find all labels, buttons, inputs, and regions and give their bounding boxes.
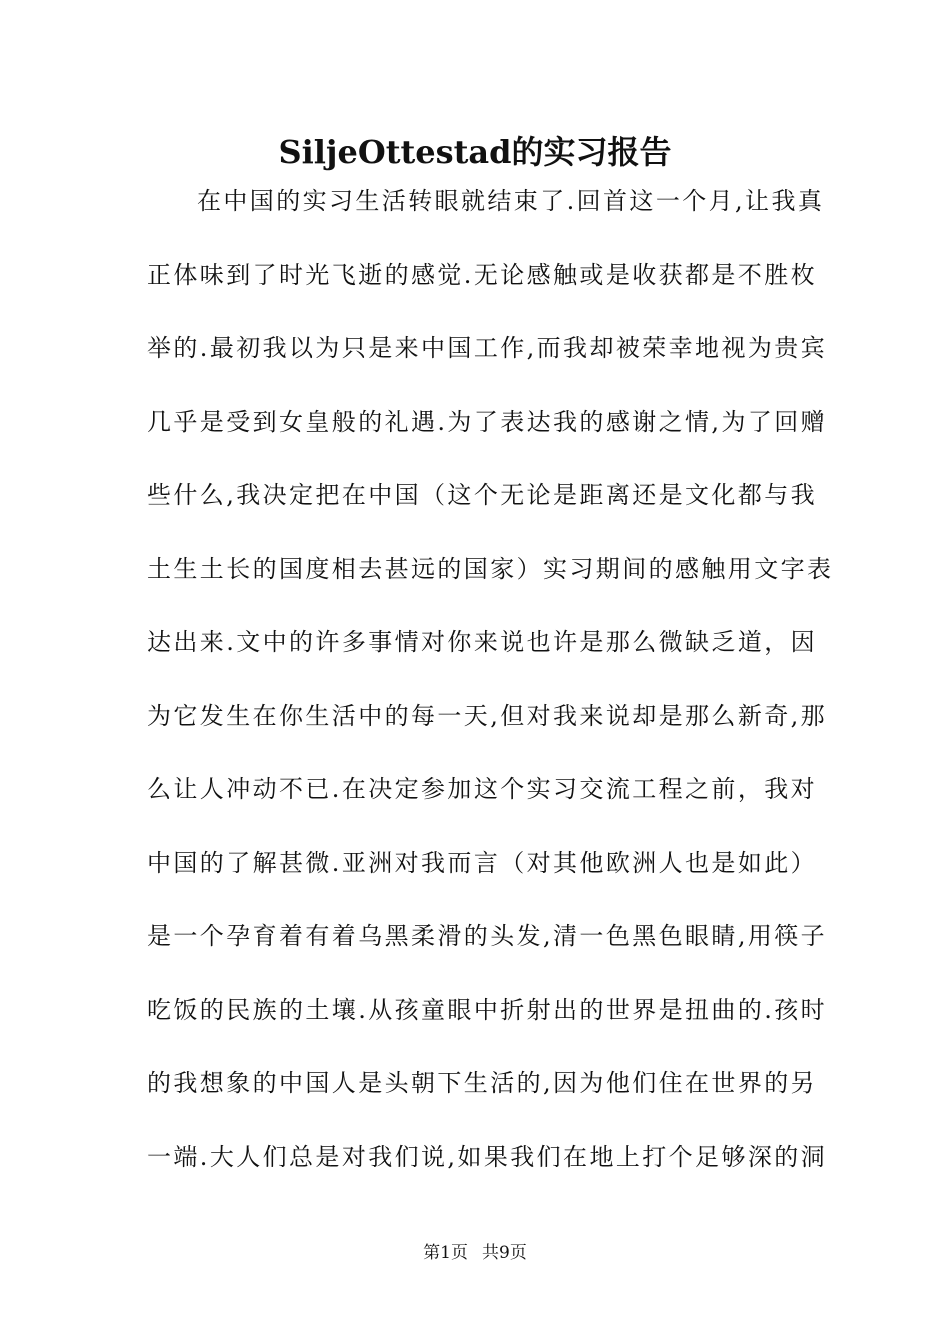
body-line: 一端.大人们总是对我们说,如果我们在地上打个足够深的洞: [147, 1142, 828, 1171]
page-number: 第1页: [423, 1243, 468, 1263]
body-line: 中国的了解甚微.亚洲对我而言（对其他欧洲人也是如此）: [147, 848, 818, 877]
body-line: 的我想象的中国人是头朝下生活的,因为他们住在世界的另: [147, 1069, 818, 1097]
body-line: 是一个孕育着有着乌黑柔滑的头发,清一色黑色眼睛,用筷子: [147, 922, 828, 950]
page-total: 共9页: [482, 1243, 527, 1263]
document-body: [147, 182, 834, 1211]
body-line: 在中国的实习生活转眼就结束了.回首这一个月,让我真: [197, 187, 825, 215]
body-line: 为它发生在你生活中的每一天,但对我来说却是那么新奇,那: [147, 701, 828, 730]
body-line: 吃饭的民族的土壤.从孩童眼中折射出的世界是扭曲的.孩时: [147, 995, 828, 1024]
page-footer: [0, 1240, 950, 1266]
body-line: 举的.最初我以为只是来中国工作,而我却被荣幸地视为贵宾: [147, 334, 828, 362]
body-line: 些什么,我决定把在中国（这个无论是距离还是文化都与我: [147, 481, 818, 509]
body-line: 正体味到了时光飞逝的感觉.无论感触或是收获都是不胜枚: [147, 260, 818, 289]
body-line: 达出来.文中的许多事情对你来说也许是那么微缺乏道，因: [147, 628, 818, 656]
body-line: 几乎是受到女皇般的礼遇.为了表达我的感谢之情,为了回赠: [147, 407, 828, 436]
body-line: 么让人冲动不已.在决定参加这个实习交流工程之前，我对: [147, 775, 818, 803]
document-title: SiljeOttestad的实习报告: [278, 133, 672, 171]
body-line: 土生土长的国度相去甚远的国家）实习期间的感触用文字表: [147, 554, 834, 583]
